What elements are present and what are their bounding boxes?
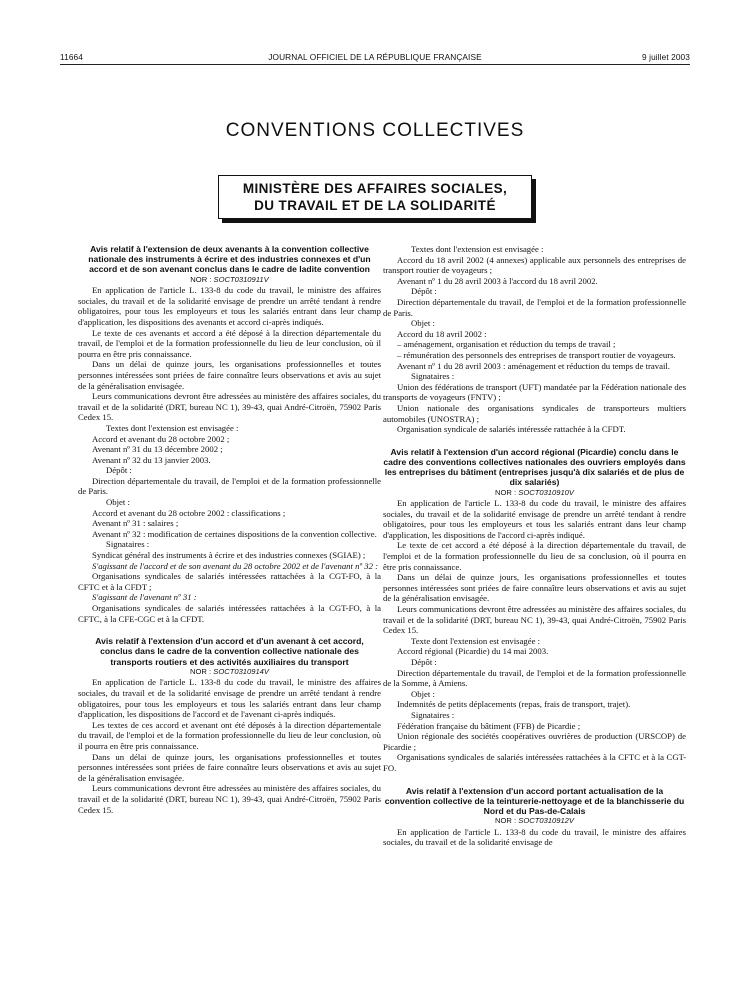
text-item: Avenant nº 32 du 13 janvier 2003.	[92, 454, 211, 465]
object-item: Accord du 18 avril 2002 :	[397, 328, 487, 339]
label-object: Objet :	[411, 688, 435, 699]
paragraph: En application de l'article L. 133-8 du code du travail, le ministre des affaires sociales, du travail et de la solidarité envisage de prendre un arrêté tendant à rendre obligatoires, pour tous les employeurs et tous les salariés entrant dans leur champ d'application, les dispositions de l'accord et de l'avenant ci-après indiqués.	[78, 677, 381, 720]
signatory-note: S'agissant de l'accord et de son avenant du 28 octobre 2002 et de l'avenant nº 32 :	[92, 560, 379, 571]
left-column	[78, 244, 381, 815]
label-signatories: Signataires :	[411, 709, 455, 720]
label-signatories: Signataires :	[411, 371, 455, 382]
label-signatories: Signataires :	[106, 539, 150, 550]
paragraph: Dans un délai de quinze jours, les organisations professionnelles et toutes personnes intéressées sont priées de faire connaître leurs observations et avis au sujet de la généralisation envisagée.	[78, 751, 381, 783]
text-item: Accord régional (Picardie) du 14 mai 2003.	[397, 646, 549, 657]
object-item: Indemnités de petits déplacements (repas, frais de transport, trajet).	[397, 699, 631, 710]
object-item: Avenant nº 31 : salaires ;	[92, 518, 179, 529]
nor-reference	[78, 667, 381, 678]
label-object: Objet :	[411, 318, 435, 329]
paragraph: Leurs communications devront être adressées au ministère des affaires sociales, du travail et de la solidarité (DRT, bureau NC 1), 39-43, quai André-Citroën, 75902 Paris Cedex 15.	[383, 604, 686, 636]
signatory-note: S'agissant de l'avenant nº 31 :	[92, 592, 197, 603]
nor-label: NOR :	[495, 487, 517, 497]
paragraph: Leurs communications devront être adressées au ministère des affaires sociales, du travail et de la solidarité (DRT, bureau NC 1), 39-43, quai André-Citroën, 75902 Paris Cedex 15.	[78, 391, 381, 423]
nor-reference	[383, 488, 686, 499]
paragraph: En application de l'article L. 133-8 du code du travail, le ministre des affaires sociales, du travail et de la solidarité envisage de	[383, 826, 686, 848]
signatory: Organisations syndicales de salariés intéressées rattachées à la CFTC et à la CGT-FO.	[383, 752, 686, 773]
text-item: Accord du 18 avril 2002 (4 annexes) applicable aux personnels des entreprises de transport routier de voyageurs ;	[383, 254, 686, 276]
object-item: – aménagement, organisation et réduction du temps de travail ;	[397, 339, 616, 350]
text-item: Avenant nº 31 du 13 décembre 2002 ;	[92, 444, 223, 455]
label-object: Objet :	[106, 497, 130, 508]
issue-date: 9 juillet 2003	[642, 52, 690, 62]
deposit-text: Direction départementale du travail, de l'emploi et de la formation professionnelle de Paris.	[383, 296, 686, 318]
signatory: Union régionale des sociétés coopératives ouvrières de production (URSCOP) de Picardie ;	[383, 731, 686, 752]
nor-reference	[78, 275, 381, 286]
paragraph: Dans un délai de quinze jours, les organisations professionnelles et toutes personnes intéressées sont priées de faire connaître leurs observations et avis au sujet de la généralisation envisagée.	[383, 572, 686, 604]
nor-code: SOCT0310911V	[213, 274, 269, 284]
label-texts: Textes dont l'extension est envisagée :	[411, 244, 544, 254]
object-item: Accord et avenant du 28 octobre 2002 : classifications ;	[92, 507, 286, 518]
notice-title: Avis relatif à l'extension d'un accord et d'un avenant à cet accord, conclus dans le cadre de la convention collective nationale des transports routiers et des activités auxiliaires du transport	[95, 636, 364, 667]
paragraph: Le texte de ces avenants et accord a été déposé à la direction départementale du travail, de l'emploi et de la formation professionnelle du lieu de leur conclusion, où il pourra en être pris connaissance.	[78, 327, 381, 359]
label-deposit: Dépôt :	[411, 657, 437, 667]
paragraph: Les textes de ces accord et avenant ont été déposés à la direction départementale du travail, de l'emploi et de la formation professionnelle du lieu de leur conclusion, où il pourra en être pris connaissance.	[78, 719, 381, 751]
label-deposit: Dépôt :	[106, 465, 132, 476]
nor-code: SOCT0310914V	[213, 666, 269, 676]
signatory: Organisations syndicales de salariés intéressées rattachées à la CGT-FO, à la CFTC, à la CFE-CGC et à la CFDT.	[78, 603, 381, 624]
object-item: Avenant nº 1 du 28 avril 2003 : aménagement et réduction du temps de travail.	[397, 360, 670, 371]
signatory: Syndicat général des instruments à écrire et des industries connexes (SGIAE) ;	[92, 550, 366, 561]
notice-title: Avis relatif à l'extension d'un accord régional (Picardie) conclu dans le cadre des conventions collectives nationales des ouvriers employés dans les entreprises du bâtiment (entreprises jusqu'à dix salariés et de plus de dix salariés)	[383, 446, 686, 488]
ministry-line-2: DU TRAVAIL ET DE LA SOLIDARITÉ	[254, 198, 496, 213]
signatory: Union des fédérations de transport (UFT) mandatée par la Fédération nationale des transports de voyageurs (FNTV) ;	[383, 381, 686, 403]
object-item: – rémunération des personnels des entreprises de transport routier de voyageurs.	[397, 349, 676, 360]
nor-label: NOR :	[190, 666, 212, 676]
paragraph: En application de l'article L. 133-8 du code du travail, le ministre des affaires sociales, du travail et de la solidarité envisage de prendre un arrêté tendant à rendre obligatoires, pour tous les employeurs et tous les salariés entrant dans leur champ d'application, les dispositions des avenants et accord ci-après indiqués.	[78, 285, 381, 327]
ministry-box	[218, 175, 532, 219]
paragraph: Le texte de cet accord a été déposé à la direction départementale du travail, de l'emploi et de la formation professionnelle du lieu de sa conclusion, où il pourra en être pris connaissance.	[383, 540, 686, 572]
paragraph: Dans un délai de quinze jours, les organisations professionnelles et toutes personnes intéressées sont priées de faire connaître leurs observations et avis au sujet de la généralisation envisagée.	[78, 359, 381, 391]
ministry-line-1: MINISTÈRE DES AFFAIRES SOCIALES,	[242, 181, 508, 196]
signatory: Union nationale des organisations syndicales de transporteurs multiers automobiles (UNOSTRA) ;	[383, 402, 686, 424]
signatory: Organisations syndicales de salariés intéressées rattachées à la CGT-FO, à la CFTC et à la CFDT ;	[78, 571, 381, 592]
paragraph: Leurs communications devront être adressées au ministère des affaires sociales, du travail et de la solidarité (DRT, bureau NC 1), 39-43, quai André-Citroën, 75902 Paris Cedex 15.	[78, 783, 381, 815]
nor-code: SOCT0310910V	[518, 487, 574, 497]
section-title: CONVENTIONS COLLECTIVES	[225, 120, 525, 141]
label-texts: Textes dont l'extension est envisagée :	[106, 422, 239, 433]
right-column	[383, 244, 686, 848]
object-item: Avenant nº 32 : modification de certaines dispositions de la convention collective.	[92, 528, 377, 539]
nor-reference	[383, 816, 686, 827]
signatory: Organisation syndicale de salariés intéressée rattachée à la CFDT.	[397, 424, 626, 435]
notice-title: Avis relatif à l'extension de deux avenants à la convention collective nationale des instruments à écrire et des industries connexes et d'un accord et de son avenant conclus dans le cadre de ladite convention	[88, 244, 371, 275]
label-texts: Texte dont l'extension est envisagée :	[411, 635, 541, 646]
text-item: Accord et avenant du 28 octobre 2002 ;	[92, 433, 230, 444]
signatory: Fédération française du bâtiment (FFB) de Picardie ;	[397, 720, 581, 731]
deposit-text: Direction départementale du travail, de l'emploi et de la formation professionnelle de Paris.	[78, 475, 381, 497]
paragraph: En application de l'article L. 133-8 du code du travail, le ministre des affaires sociales, du travail et de la solidarité envisage de prendre un arrêté tendant à rendre obligatoires, pour tous les employeurs et tous les salariés entrant dans leur champ d'application, les dispositions de l'accord ci-après indiqué.	[383, 498, 686, 540]
nor-label: NOR :	[495, 816, 517, 826]
notice-title: Avis relatif à l'extension d'un accord portant actualisation de la convention collective de la teinturerie-nettoyage et de la blanchisserie du Nord et du Pas-de-Calais	[384, 785, 685, 816]
text-item: Avenant nº 1 du 28 avril 2003 à l'accord du 18 avril 2002.	[397, 275, 598, 286]
page-number: 11664	[60, 52, 83, 62]
deposit-text: Direction départementale du travail, de l'emploi et de la formation professionnelle de la Somme, à Amiens.	[383, 667, 686, 689]
journal-title: JOURNAL OFFICIEL DE LA RÉPUBLIQUE FRANÇAISE	[268, 52, 482, 62]
nor-code: SOCT0310912V	[518, 816, 574, 826]
nor-label: NOR :	[190, 274, 212, 284]
label-deposit: Dépôt :	[411, 286, 437, 297]
header-rule	[60, 64, 690, 65]
